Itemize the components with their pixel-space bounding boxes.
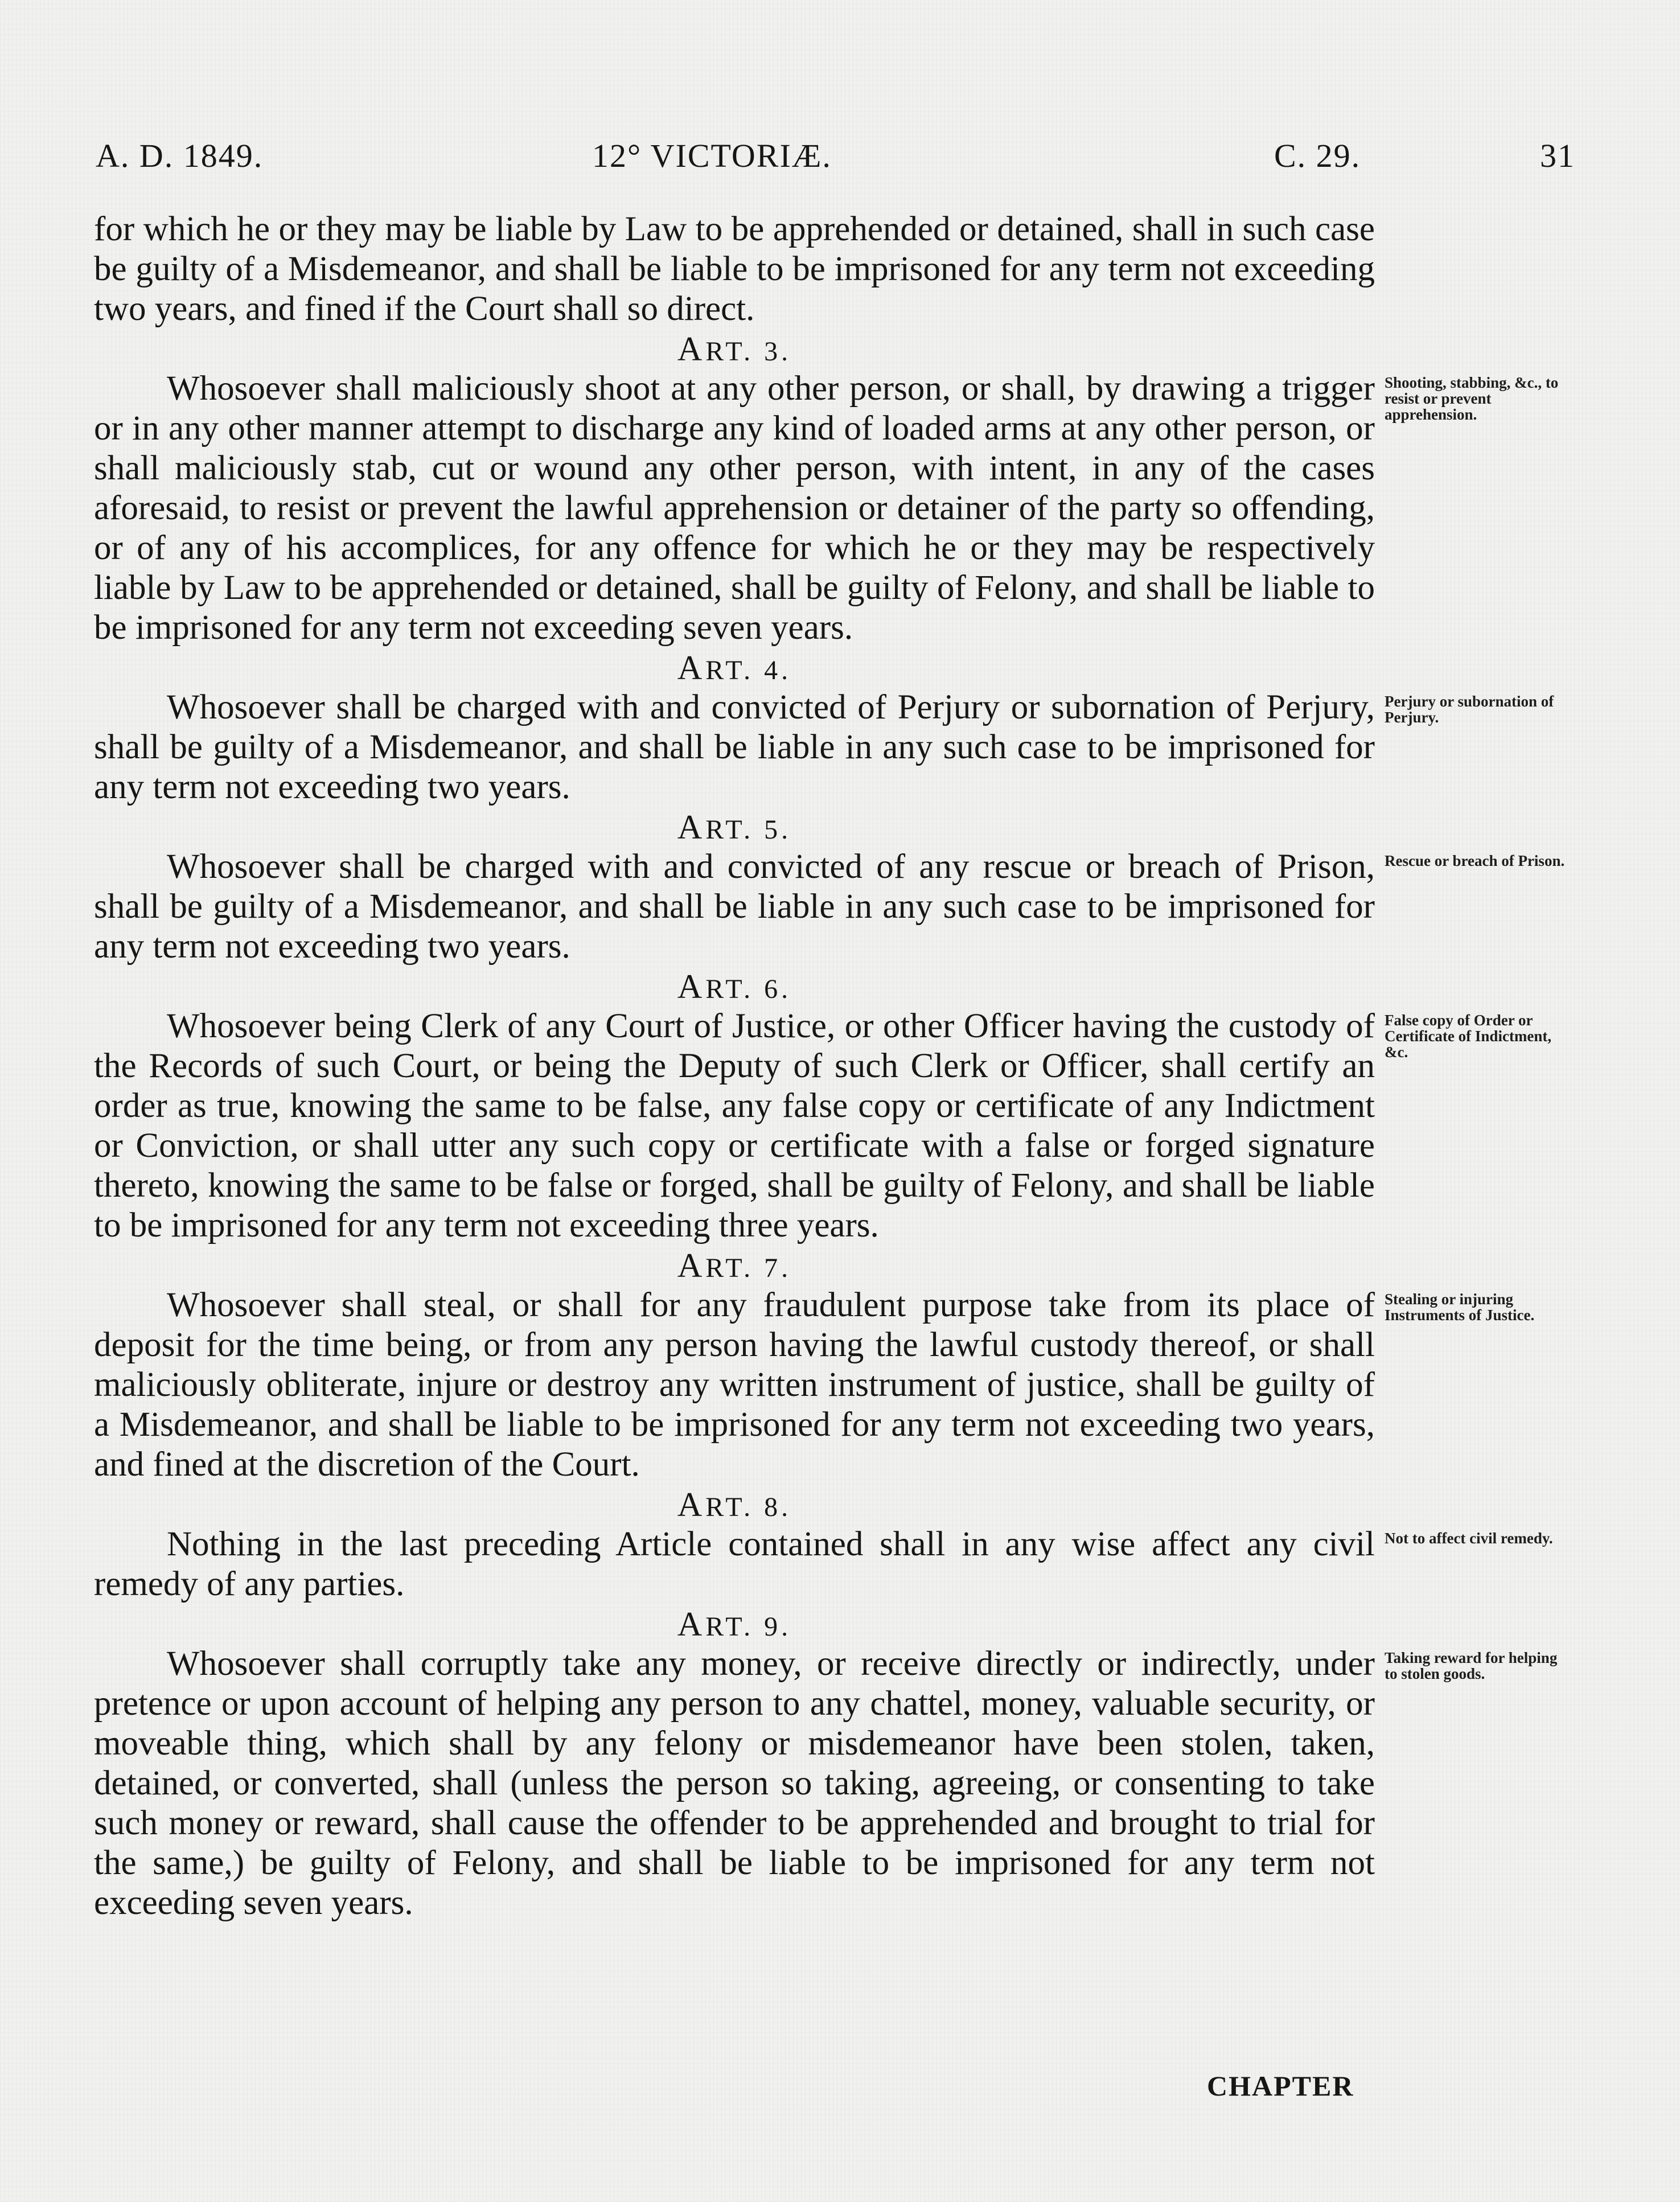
margin-note: Taking reward for helping to stolen goods. <box>1385 1649 1558 1682</box>
article-text: Whosoever shall steal, or shall for any fraudulent purpose take from its place of deposit for the time being, or from any person having the lawful custody thereof, or shall maliciously obliterate, injure or destroy any written instrument of justice, shall be guilty of a Misdemeanor, and shall be liable to be imprisoned for any term not exceeding two years, and fined at the discretion of the Court. <box>94 1286 1375 1484</box>
article-heading: ART. 6. <box>677 968 792 1005</box>
article-text: Whosoever shall maliciously shoot at any other person, or shall, by drawing a trigger or in any other manner attempt to discharge any kind of loaded arms at any other person, or shall maliciously stab, cut or wound any other person, with intent, in any of the cases aforesaid, to resist or prevent the lawful apprehension or detainer of the party so offending, or of any of his accomplices, for any offence for which he or they may be respectively liable by Law to be apprehended or detained, shall be guilty of Felony, and shall be liable to be imprisoned for any term not exceeding seven years. <box>94 369 1375 647</box>
header-chapter: C. 29. <box>1274 137 1361 174</box>
continuation-paragraph: for which he or they may be liable by Law to be apprehended or detained, shall in such case be guilty of a Misdemeanor, and shall be liable to be imprisoned for any term not exceeding two years, and fined if the Court shall so direct. <box>94 210 1375 328</box>
article-heading: ART. 8. <box>677 1486 792 1523</box>
margin-note: False copy of Order or Certificate of Indictment, &c. <box>1385 1012 1552 1061</box>
article-heading: ART. 4. <box>677 649 792 687</box>
margin-note: Not to affect civil remedy. <box>1385 1530 1553 1547</box>
article-heading: ART. 5. <box>677 808 792 846</box>
page-body <box>94 209 1375 1923</box>
margin-note: Rescue or breach of Prison. <box>1385 852 1565 869</box>
header-title: 12° VICTORIÆ. <box>592 137 832 174</box>
catchword: CHAPTER <box>1207 2070 1354 2102</box>
article-text: Nothing in the last preceding Article contained shall in any wise affect any civil remedy of any parties. <box>94 1525 1375 1603</box>
article-text: Whosoever shall corruptly take any money, or receive directly or indirectly, under pretence or upon account of helping any person to any chattel, money, valuable security, or moveable thing, which shall by any felony or misdemeanor have been stolen, taken, detained, or converted, shall (unless the person so taking, agreeing, or consenting to take such money or reward, shall cause the offender to be apprehended and brought to trial for the same,) be guilty of Felony, and shall be liable to be imprisoned for any term not exceeding seven years. <box>94 1645 1375 1922</box>
header-year: A. D. 1849. <box>96 137 264 174</box>
article-text: Whosoever being Clerk of any Court of Justice, or other Officer having the custody of the Records of such Court, or being the Deputy of such Clerk or Officer, shall certify an order as true, knowing the same to be false, any false copy or certificate of any Indictment or Conviction, or shall utter any such copy or certificate with a false or forged signature thereto, knowing the same to be false or forged, shall be guilty of Felony, and shall be liable to be imprisoned for any term not exceeding three years. <box>94 1007 1375 1244</box>
margin-note: Stealing or injuring Instruments of Justice. <box>1385 1291 1535 1324</box>
article-heading: ART. 9. <box>677 1605 792 1643</box>
article-text: Whosoever shall be charged with and convicted of Perjury or subornation of Perjury, shall be guilty of a Misdemeanor, and shall be liable in any such case to be imprisoned for any term not exceeding two years. <box>94 688 1375 806</box>
article-heading: ART. 7. <box>677 1247 792 1284</box>
margin-note: Shooting, stabbing, &c., to resist or prevent apprehension. <box>1385 374 1559 423</box>
page-number: 31 <box>1540 137 1575 174</box>
running-header <box>0 137 1680 188</box>
article-text: Whosoever shall be charged with and convicted of any rescue or breach of Prison, shall be guilty of a Misdemeanor, and shall be liable in any such case to be imprisoned for any term not exceeding two years. <box>94 848 1375 966</box>
article-heading: ART. 3. <box>677 330 792 368</box>
margin-note: Perjury or subornation of Perjury. <box>1385 693 1554 726</box>
